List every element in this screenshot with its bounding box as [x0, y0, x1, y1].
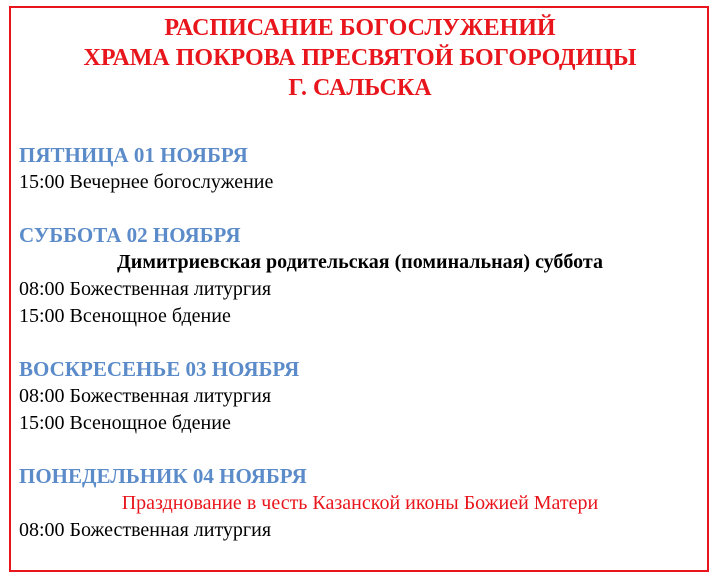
page-title: [0, 13, 720, 103]
service-item: 15:00 Всенощное бдение: [19, 412, 231, 434]
day-heading: ПОНЕДЕЛЬНИК 04 НОЯБРЯ: [19, 464, 307, 488]
service-item: 15:00 Всенощное бдение: [19, 305, 231, 327]
day-heading: ПЯТНИЦА 01 НОЯБРЯ: [19, 143, 248, 167]
day-block-monday: [19, 463, 709, 544]
service-item: 15:00 Вечернее богослужение: [19, 171, 274, 193]
service-item: 08:00 Божественная литургия: [19, 278, 272, 300]
day-block-saturday: [19, 222, 709, 330]
title-line-2: ХРАМА ПОКРОВА ПРЕСВЯТОЙ БОГОРОДИЦЫ: [83, 45, 637, 71]
day-heading: СУББОТА 02 НОЯБРЯ: [19, 223, 241, 247]
day-block-friday: [19, 142, 709, 196]
service-item: 08:00 Божественная литургия: [19, 519, 272, 541]
day-heading: ВОСКРЕСЕНЬЕ 03 НОЯБРЯ: [19, 357, 300, 381]
day-block-sunday: [19, 356, 709, 437]
title-line-3: Г. САЛЬСКА: [288, 75, 432, 101]
feast-note: Димитриевская родительская (поминальная) суббота: [117, 251, 603, 273]
feast-note: Празднование в честь Казанской иконы Божией Матери: [121, 492, 599, 514]
service-item: 08:00 Божественная литургия: [19, 385, 272, 407]
title-line-1: РАСПИСАНИЕ БОГОСЛУЖЕНИЙ: [164, 15, 556, 41]
